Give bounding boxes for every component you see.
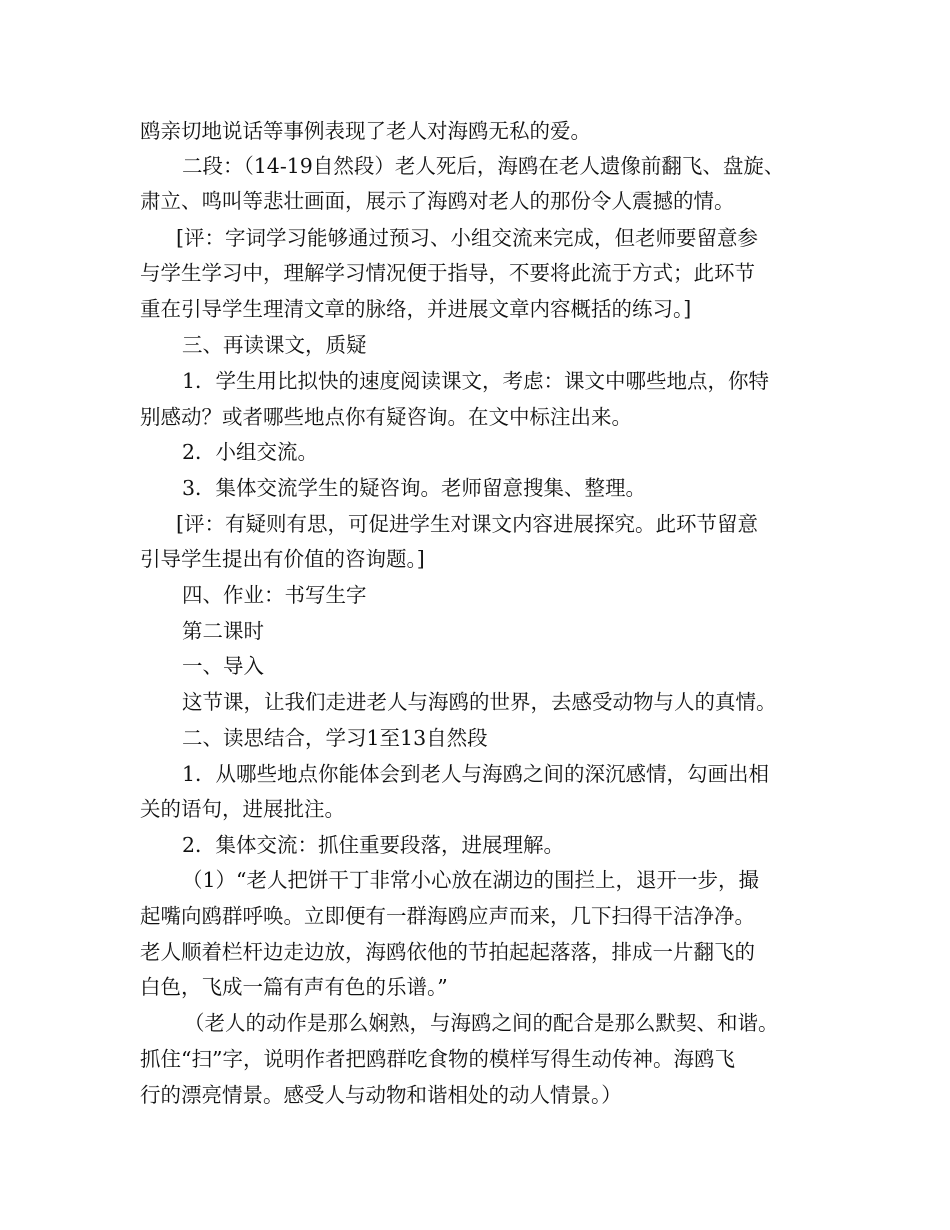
text-line: 鸥亲切地说话等事例表现了老人对海鸥无私的爱。 bbox=[140, 119, 591, 143]
section-heading: 四、作业：书写生字 bbox=[182, 583, 367, 607]
text-line: [评：字词学习能够通过预习、小组交流来完成，但老师要留意参 bbox=[176, 226, 758, 250]
quote-line: 老人顺着栏杆边走边放，海鸥依他的节拍起起落落，排成一片翻飞的 bbox=[140, 940, 755, 964]
section-heading: 第二课时 bbox=[182, 619, 264, 643]
text-line: 抓住“扫”字，说明作者把鸥群吃食物的模样写得生动传神。海鸥飞 bbox=[140, 1047, 735, 1071]
text-line: （老人的动作是那么娴熟，与海鸥之间的配合是那么默契、和谐。 bbox=[184, 1011, 779, 1035]
text-line: 1．从哪些地点你能体会到老人与海鸥之间的深沉感情，勾画出相 bbox=[182, 762, 770, 786]
text-line: 2．集体交流：抓住重要段落，进展理解。 bbox=[182, 833, 565, 857]
quote-line: （1）“老人把饼干丁非常小心放在湖边的围拦上，退开一步，撮 bbox=[182, 868, 760, 892]
text-line: 别感动？或者哪些地点你有疑咨询。在文中标注出来。 bbox=[140, 405, 632, 429]
text-line: [评：有疑则有思，可促进学生对课文内容进展探究。此环节留意 bbox=[176, 512, 758, 536]
text-line: 与学生学习中，理解学习情况便于指导，不要将此流于方式；此环节 bbox=[140, 261, 755, 285]
text-line: 关的语句，进展批注。 bbox=[140, 797, 345, 821]
section-heading: 三、再读课文，质疑 bbox=[182, 333, 367, 357]
text-line: 1．学生用比拟快的速度阅读课文，考虑：课文中哪些地点，你特 bbox=[182, 369, 770, 393]
text-line: 这节课，让我们走进老人与海鸥的世界，去感受动物与人的真情。 bbox=[182, 690, 777, 714]
text-line: 行的漂亮情景。感受人与动物和谐相处的动人情景。） bbox=[140, 1083, 622, 1107]
text-line: 二段：（14-19自然段）老人死后，海鸥在老人遗像前翻飞、盘旋、 bbox=[182, 154, 785, 178]
section-heading: 一、导入 bbox=[182, 654, 264, 678]
text-line: 肃立、鸣叫等悲壮画面，展示了海鸥对老人的那份令人震撼的情。 bbox=[140, 189, 735, 213]
text-line: 3．集体交流学生的疑咨询。老师留意搜集、整理。 bbox=[182, 476, 647, 500]
quote-line: 白色，飞成一篇有声有色的乐谱。” bbox=[140, 975, 448, 999]
text-line: 引导学生提出有价值的咨询题。] bbox=[140, 547, 425, 571]
section-heading: 二、读思结合，学习1至13自然段 bbox=[182, 726, 488, 750]
text-line: 重在引导学生理清文章的脉络，并进展文章内容概括的练习。] bbox=[140, 297, 692, 321]
text-line: 2．小组交流。 bbox=[182, 440, 319, 464]
quote-line: 起嘴向鸥群呼唤。立即便有一群海鸥应声而来，几下扫得干洁净净。 bbox=[140, 904, 755, 928]
